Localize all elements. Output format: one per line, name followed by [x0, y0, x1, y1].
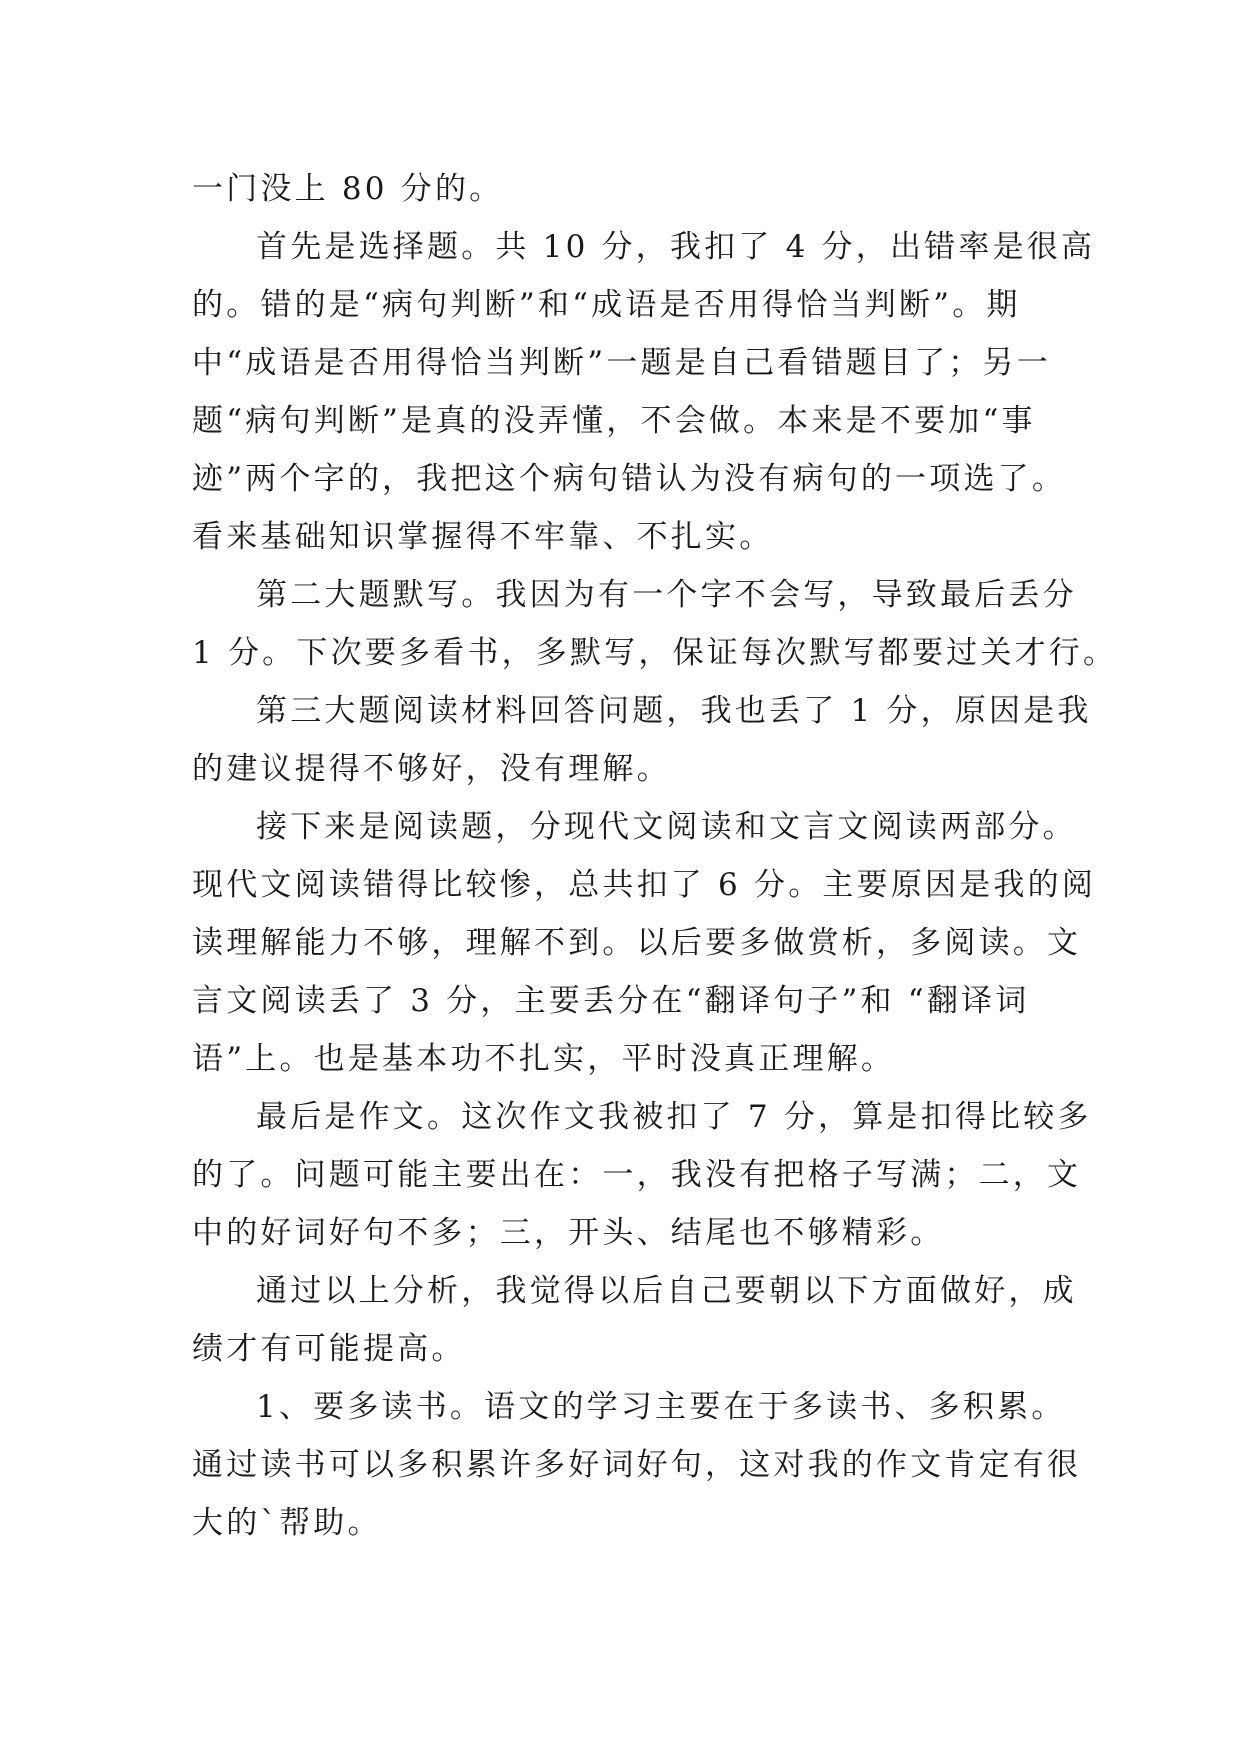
paragraph-first-line: 第三大题阅读材料回答问题，我也丢了 1 分，原因是我 — [256, 693, 1092, 729]
text-line: 中“成语是否用得恰当判断”一题是自己看错题目了；另一 — [192, 345, 1051, 381]
text-line: 大的`帮助。 — [192, 1505, 382, 1541]
text-line: 语”上。也是基本功不扎实，平时没真正理解。 — [192, 1041, 896, 1077]
text-line: 1 分。下次要多看书，多默写，保证每次默写都要过关才行。 — [192, 635, 1118, 671]
text-line: 的建议提得不够好，没有理解。 — [192, 751, 671, 787]
text-line: 现代文阅读错得比较惨，总共扣了 6 分。主要原因是我的阅 — [192, 867, 1097, 903]
text-line: 的了。问题可能主要出在：一，我没有把格子写满；二，文 — [192, 1157, 1082, 1193]
text-line: 通过读书可以多积累许多好词好句，这对我的作文肯定有很 — [192, 1447, 1082, 1483]
paragraph-first-line: 通过以上分析，我觉得以后自己要朝以下方面做好，成 — [256, 1273, 1077, 1309]
paragraph-first-line: 首先是选择题。共 10 分，我扣了 4 分，出错率是很高 — [256, 229, 1096, 265]
text-line: 题“病句判断”是真的没弄懂，不会做。本来是不要加“事 — [192, 403, 1036, 439]
text-line: 的。错的是“病句判断”和“成语是否用得恰当判断”。期 — [192, 287, 1021, 323]
text-line: 言文阅读丢了 3 分，主要丢分在“翻译句子”和 “翻译词 — [192, 983, 1030, 1019]
text-line: 绩才有可能提高。 — [192, 1331, 466, 1367]
paragraph-first-line: 接下来是阅读题，分现代文阅读和文言文阅读两部分。 — [256, 809, 1077, 845]
text-line: 读理解能力不够，理解不到。以后要多做赏析，多阅读。文 — [192, 925, 1082, 961]
text-line: 一门没上 80 分的。 — [192, 171, 504, 207]
body-text — [192, 160, 1118, 1552]
text-line: 看来基础知识掌握得不牢靠、不扎实。 — [192, 519, 774, 555]
paragraph-first-line: 1、要多读书。语文的学习主要在于多读书、多积累。 — [256, 1389, 1066, 1425]
paragraph-first-line: 第二大题默写。我因为有一个字不会写，导致最后丢分 — [256, 577, 1077, 613]
text-line: 迹”两个字的，我把这个病句错认为没有病句的一项选了。 — [192, 461, 1067, 497]
paragraph-first-line: 最后是作文。这次作文我被扣了 7 分，算是扣得比较多 — [256, 1099, 1092, 1135]
text-line: 中的好词好句不多；三，开头、结尾也不够精彩。 — [192, 1215, 945, 1251]
